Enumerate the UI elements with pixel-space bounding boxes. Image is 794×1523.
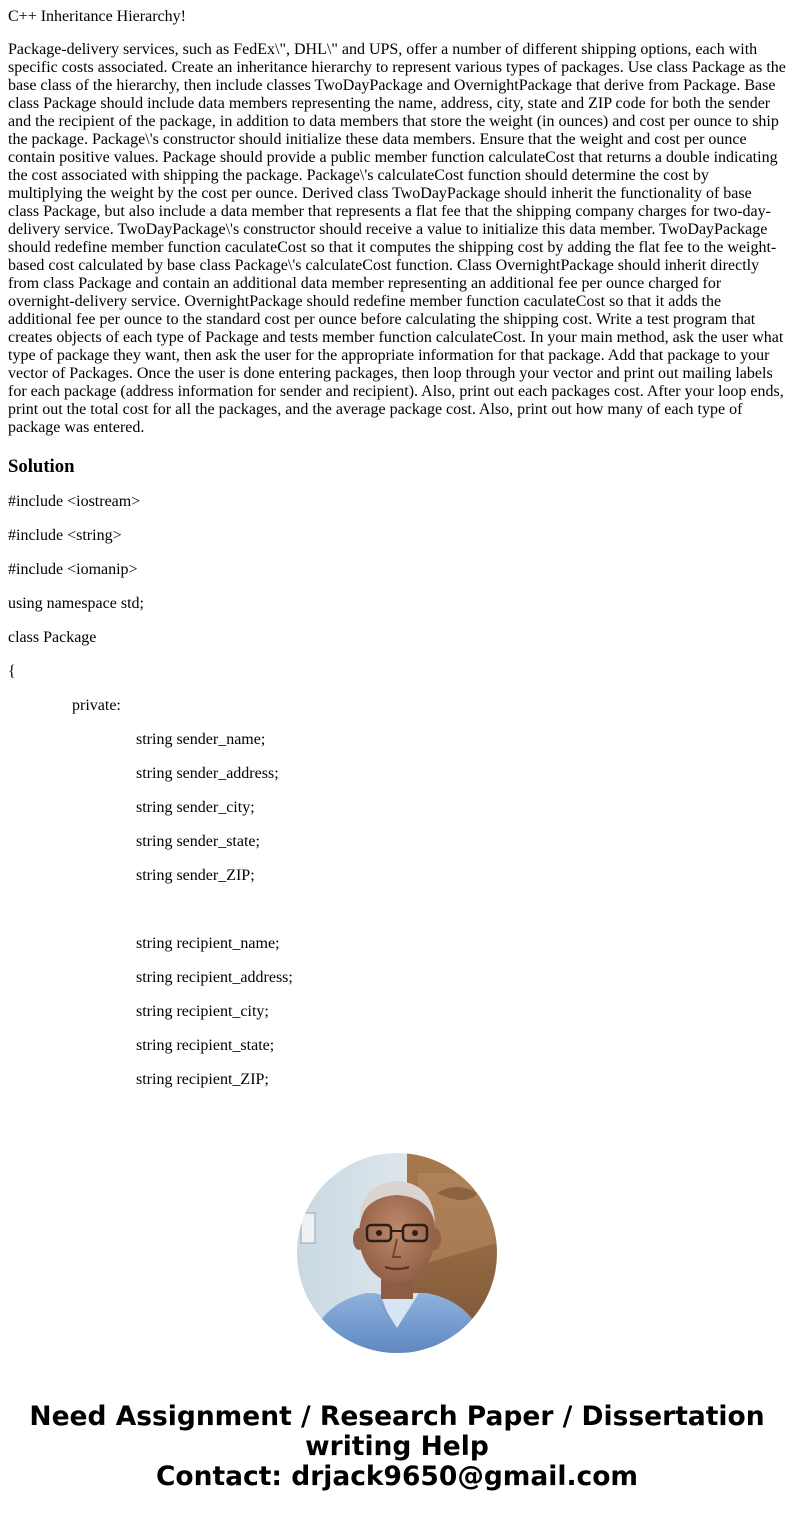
contact-email: Contact: drjack9650@gmail.com — [155, 1461, 639, 1492]
code-block — [8, 492, 786, 1104]
person-photo — [297, 1153, 497, 1353]
code-line: string recipient_state; — [136, 1037, 275, 1054]
page-title: C++ Inheritance Hierarchy! — [8, 8, 186, 25]
document-content — [8, 0, 786, 1104]
code-line: #include <iomanip> — [8, 561, 138, 578]
code-line: string recipient_address; — [136, 969, 293, 986]
contact-line-1: Need Assignment / Research Paper / Dissertation — [29, 1401, 765, 1432]
code-line: using namespace std; — [8, 595, 144, 612]
code-line: #include <iostream> — [8, 493, 141, 510]
code-line: string sender_state; — [136, 833, 260, 850]
question-text: Package-delivery services, such as FedEx\", DHL\" and UPS, offer a number of different shipping options, each with specific costs associated. Create an inheritance hierarchy to represent various types of packages. Use class Package as the base class of the hierarchy, then include classes TwoDayPackage and OvernightPackage that derive from Package. Base class Package should include data members representing the name, address, city, state and ZIP code for both the sender and the recipient of the package, in addition to data members that store the weight (in ounces) and cost per ounce to ship the package. Package\'s constructor should initialize these data members. Ensure that the weight and cost per ounce contain positive values. Package should provide a public member function calculateCost that returns a double indicating the cost associated with shipping the package. Package\'s calculateCost function should determine the cost by multiplying the weight by the cost per ounce. Derived class TwoDayPackage should inherit the functionality of base class Package, but also include a data member that represents a flat fee that the shipping company charges for two-day-delivery service. TwoDayPackage\'s constructor should receive a value to initialize this data member. TwoDayPackage should redefine member function caculateCost so that it computes the shipping cost by adding the flat fee to the weight-based cost calculated by base class Package\'s calculateCost function. Class OvernightPackage should inherit directly from class Package and contain an additional data member representing an additional fee per ounce charged for overnight-delivery service. OvernightPackage should redefine member function caculateCost so that it adds the additional fee per ounce to the standard cost per ounce before calculating the shipping cost. Write a test program that creates objects of each type of Package and tests member function calculateCost. In your main method, ask the user what type of package they want, then ask the user for the appropriate information for that package. Add that package to your vector of Packages. Once the user is done entering packages, then loop through your vector and print out mailing labels for each package (address information for sender and recipient). Also, print out each packages cost. After your loop ends, print out the total cost for all the packages, and the average package cost. Also, print out how many of each type of package was entered. — [8, 41, 786, 436]
code-line: string sender_city; — [136, 799, 255, 816]
code-line: private: — [72, 697, 121, 714]
contact-line-2: writing Help — [305, 1431, 489, 1462]
code-line: string recipient_name; — [136, 935, 280, 952]
code-line: string sender_name; — [136, 731, 266, 748]
avatar — [297, 1153, 497, 1353]
code-line: { — [8, 663, 16, 680]
code-line: #include <string> — [8, 527, 122, 544]
code-line: string sender_ZIP; — [136, 867, 255, 884]
code-line — [8, 900, 786, 934]
code-line: string recipient_city; — [136, 1003, 269, 1020]
contact-banner — [0, 1402, 794, 1492]
code-line: string sender_address; — [136, 765, 279, 782]
code-line: string recipient_ZIP; — [136, 1071, 269, 1088]
code-line: class Package — [8, 629, 97, 646]
solution-heading: Solution — [8, 456, 75, 477]
